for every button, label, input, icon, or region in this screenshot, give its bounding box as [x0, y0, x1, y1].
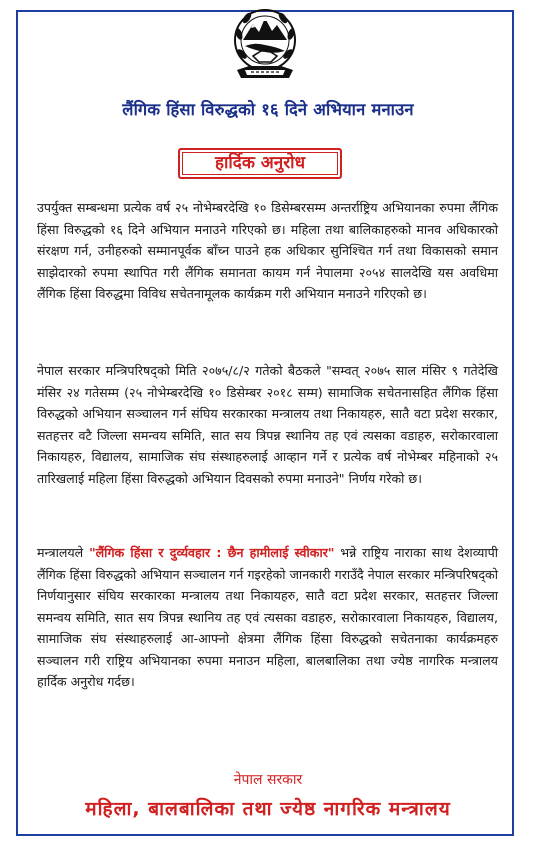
signature-government: नेपाल सरकार [233, 772, 303, 788]
paragraph-ministry-lead: मन्त्रालयले [37, 545, 90, 560]
heading-banner: हार्दिक अनुरोध [178, 148, 342, 179]
paragraph-ministry-rest: भन्ने राष्ट्रिय नाराका साथ देशव्यापी लैंगिक हिंसा विरुद्धको अभियान सञ्चालन गर्न गइरहेको जानकारी गराउँदै नेपाल सरकार मन्त्रिपरिषद्को निर्णयानुसार संघिय सरकारका मन्त्रालय तथा निकायहरु, सातै वटा प्रदेश सरकार, सतहत्तर जिल्ला समन्वय समिति, सात सय त्रिपन्न स्थानिय तह एवं त्यसका वडाहरु, सरोकारवाला निकायहरु, विद्यालय, सामाजिक संघ संस्थाहरुलाई आ-आफ्नो क्षेत्रमा लैंगिक हिंसा विरुद्धको सचेतनाका कार्यक्रमहरु सञ्चालन गरी राष्ट्रिय अभियानका रुपमा मनाउन महिला, बालबालिका तथा ज्येष्ठ नागरिक मन्त्रालय हार्दिक अनुरोध गर्दछ। [37, 545, 499, 689]
paragraph-ministry-appeal [37, 542, 498, 693]
paragraph-intro: उपर्युक्त सम्बन्धमा प्रत्येक वर्ष २५ नोभेम्बरदेखि १० डिसेम्बरसम्म अन्तर्राष्ट्रिय अभियानका रुपमा लैंगिक हिंसा विरुद्धको १६ दिने अभियान मनाउने गरिएको छ। महिला तथा बालिकाहरुको मानव अधिकारको संरक्षण गर्न, उनीहरुको सम्मानपूर्वक बाँच्न पाउने हक अधिकार सुनिश्चित गर्न तथा विकासको समान साझेदारको रुपमा स्थापित गरी लैंगिक समानता कायम गर्न नेपालमा २०५४ सालदेखि यस अवधिमा लैंगिक हिंसा विरुद्धमा विविध सचेतनामूलक कार्यक्रम गरी अभियान मनाउने गरिएको छ। [37, 200, 498, 301]
signature-ministry: महिला, बालबालिका तथा ज्येष्ठ नागरिक मन्त्रालय [85, 798, 451, 820]
paragraph-cabinet-decision: नेपाल सरकार मन्त्रिपरिषद्को मिति २०७५/८/२ गतेको बैठकले "सम्वत् २०७५ साल मंसिर ९ गतेदेखि मंसिर २४ गतेसम्म (२५ नोभेम्बरदेखि १० डिसेम्बर २०१८ सम्म) सामाजिक सचेतनासहित लैंगिक हिंसा विरुद्धको अभियान सञ्चालन गर्न संघिय सरकारका मन्त्रालय तथा निकायहरु, सातै वटा प्रदेश सरकार, सतहत्तर वटै जिल्ला समन्वय समिति, सात सय त्रिपन्न स्थानिय तह एवं त्यसका वडाहरु, सरोकारवाला निकायहरु, विद्यालय, सामाजिक संघ संस्थाहरुलाई आव्हान गर्ने र प्रत्येक वर्ष नोभेम्बर महिनाको २५ तारिखलाई महिला हिंसा विरुद्धको अभियान दिवसको रुपमा मनाउने" निर्णय गरेको छ। [37, 363, 498, 486]
nepal-government-emblem-icon [231, 4, 299, 86]
campaign-slogan: "लैंगिक हिंसा र दुर्व्यवहार : छैन हामीलाई स्वीकार" [89, 545, 335, 560]
notice-title: लैंगिक हिंसा विरुद्धको १६ दिने अभियान मनाउन [122, 100, 414, 119]
